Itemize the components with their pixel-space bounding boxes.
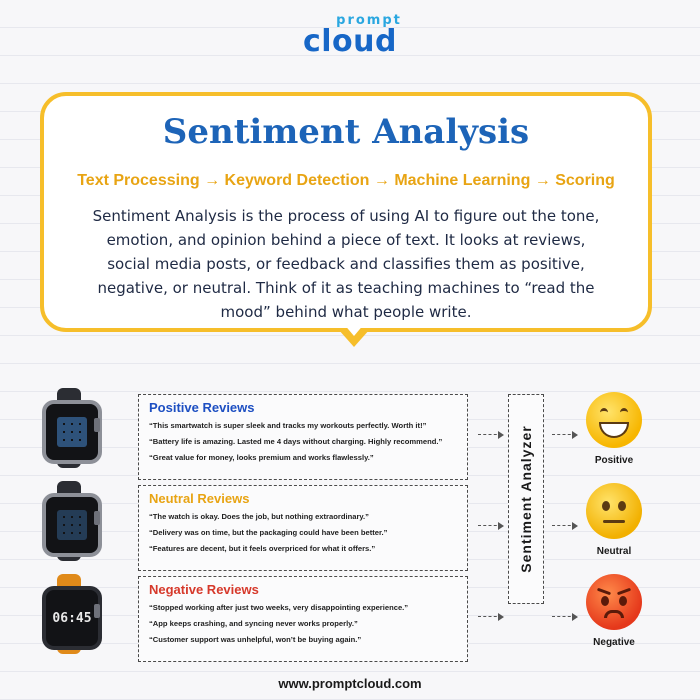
definition-card [40, 92, 652, 332]
smartwatch-square-image [34, 481, 104, 561]
logo-prompt-text: prompt [336, 13, 402, 28]
pipeline-steps: Text Processing → Keyword Detection → Machine Learning → Scoring [77, 172, 615, 189]
connector-arrow [552, 522, 576, 530]
review-text: “Features are decent, but it feels overpriced for what it offers.” [149, 544, 376, 553]
review-text: “App keeps crashing, and syncing never works properly.” [149, 619, 358, 628]
positive-reviews-title: Positive Reviews [149, 400, 255, 415]
review-text: “The watch is okay. Does the job, but nothing extraordinary.” [149, 512, 369, 521]
watch-time-text: 06:45 [52, 610, 92, 626]
positive-reviews-box [138, 394, 468, 480]
positive-output-label: Positive [594, 455, 634, 466]
speech-bubble-tail [338, 329, 370, 347]
website-url: www.promptcloud.com [278, 676, 422, 691]
review-text: “Delivery was on time, but the packaging could have been better.” [149, 528, 388, 537]
angry-face-icon [586, 574, 642, 630]
definition-text: Sentiment Analysis is the process of using AI to figure out the tone, emotion, and opinion behind a piece of text. It looks at reviews, social media posts, or feedback and classifies them as positive, negative, or neutral. Think of it as teaching machines to “read the mood” behind what people write. [92, 207, 600, 321]
connector-arrow [552, 431, 576, 439]
review-text: “This smartwatch is super sleek and tracks my workouts perfectly. Worth it!” [149, 421, 427, 430]
connector-arrow [478, 613, 502, 621]
logo-cloud-text: cloud [302, 24, 397, 59]
connector-arrow [552, 613, 576, 621]
connector-arrow [478, 522, 502, 530]
neutral-face-icon [586, 483, 642, 539]
happy-face-icon [586, 392, 642, 448]
promptcloud-logo [0, 14, 700, 57]
connector-arrow [478, 431, 502, 439]
review-text: “Great value for money, looks premium and works flawlessly.” [149, 453, 374, 462]
neutral-reviews-title: Neutral Reviews [149, 491, 250, 506]
negative-reviews-box [138, 576, 468, 662]
sentiment-analyzer-label: Sentiment Analyzer [518, 425, 534, 573]
neutral-reviews-box [138, 485, 468, 571]
smartwatch-orange-image [34, 574, 104, 654]
negative-reviews-title: Negative Reviews [149, 582, 259, 597]
negative-output-label: Negative [593, 637, 635, 648]
page-title: Sentiment Analysis [162, 112, 530, 152]
review-text: “Stopped working after just two weeks, very disappointing experience.” [149, 603, 409, 612]
sentiment-analyzer-box [508, 394, 544, 604]
review-text: “Customer support was unhelpful, won’t be buying again.” [149, 635, 362, 644]
review-text: “Battery life is amazing. Lasted me 4 days without charging. Highly recommend.” [149, 437, 443, 446]
neutral-output-label: Neutral [596, 546, 632, 557]
smartwatch-black-image [34, 388, 104, 468]
